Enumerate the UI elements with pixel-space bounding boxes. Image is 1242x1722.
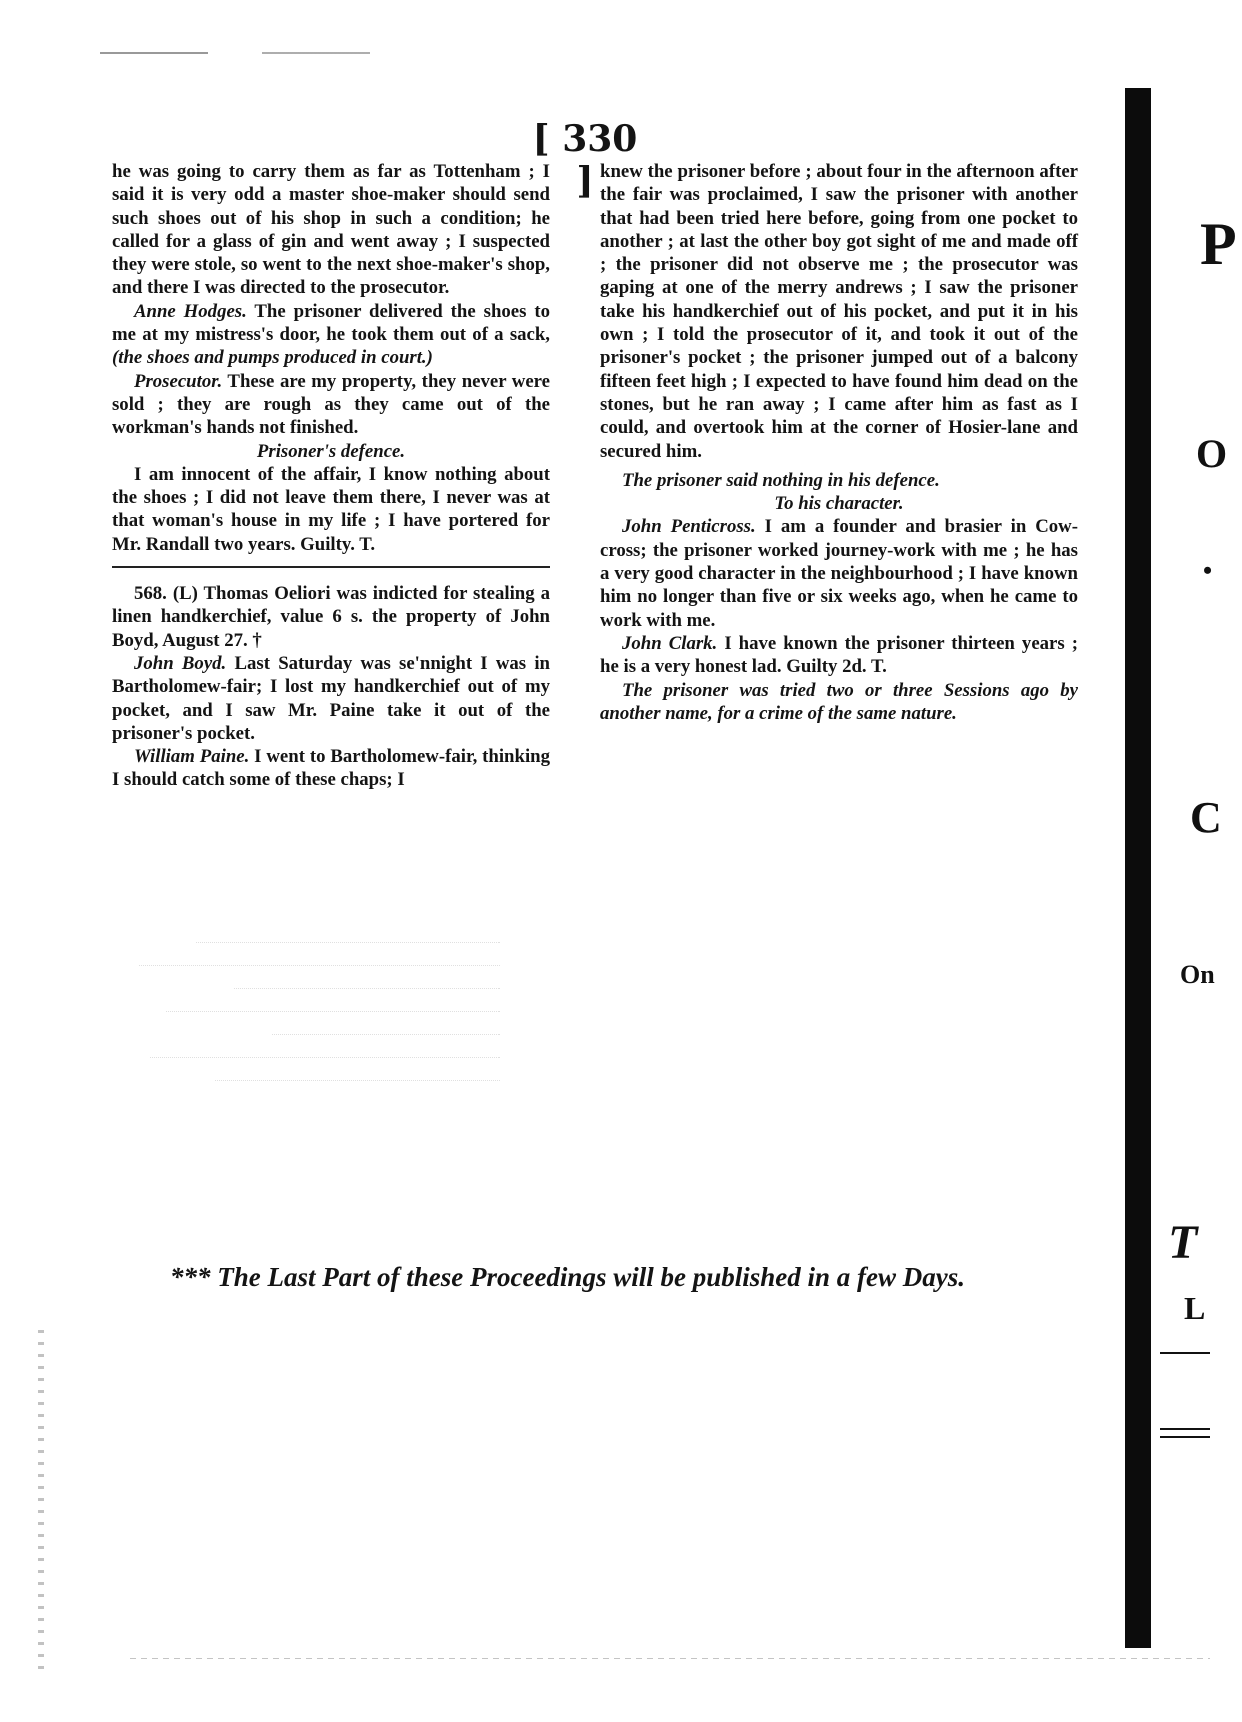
adjacent-page-letter: On [1180, 960, 1215, 989]
prisoner-statement-text: The prisoner said nothing in his defence. [622, 469, 940, 491]
speaker-name: John Penticross. [622, 516, 756, 538]
publication-notice: *** The Last Part of these Proceedings will be published in a few Days. [170, 1262, 965, 1292]
adjacent-page-rule [1160, 1352, 1210, 1354]
adjacent-page-mark: • [1203, 556, 1213, 585]
adjacent-page-rule [1160, 1428, 1210, 1430]
section-heading: Prisoner's defence. [256, 440, 406, 462]
closing-note [600, 679, 1078, 726]
testimony-text: I have known the prisoner thirteen years ; he is a very honest lad. Guilty 2d. T. [600, 632, 1078, 678]
adjacent-page-letter: L [1184, 1290, 1206, 1326]
book-spine-shadow [1125, 88, 1151, 1648]
bottom-edge-mark [130, 1658, 1210, 1659]
section-heading: To his character. [774, 493, 904, 515]
testimony-john-penticross [600, 515, 1078, 631]
speaker-name: John Clark. [622, 632, 718, 654]
testimony-text: I went to Bartholomew-fair, thinking I should catch some of these chaps; I [112, 746, 550, 791]
indictment-paragraph: 568. (L) Thomas Oeliori was indicted for stealing a linen handkerchief, value 6 s. the property of John Boyd, August 27. † [112, 583, 550, 651]
speaker-name: John Boyd. [134, 652, 227, 674]
adjacent-page-letter: O [1196, 431, 1228, 476]
speaker-name: Prosecutor. [134, 370, 223, 392]
testimony-william-paine [112, 745, 550, 792]
right-column [600, 160, 1078, 725]
bleed-through-area [120, 920, 500, 1081]
testimony-john-clark [600, 632, 1078, 679]
testimony-text: I am a founder and brasier in Cow-cross; the prisoner worked journey-work with me ; he has a very good character in the neighbourhood ; I have known him no longer than five or six weeks ago, when he came to work with me. [600, 516, 1079, 631]
adjacent-page-letter: P [1200, 211, 1237, 277]
adjacent-page-letter: T [1168, 1216, 1198, 1269]
prisoner-defence-text: I am innocent of the affair, I know nothing about the shoes ; I did not leave them there, I never was at that woman's house in my life ; I have portered for Mr. Randall two years. Guilty. T. [112, 463, 550, 555]
paragraph: he was going to carry them as far as Tottenham ; I said it is very odd a master shoe-maker should send such shoes out of his shop in such a condition; he called for a glass of gin and went away ; I suspected they were stole, so went to the next shoe-maker's shop, and there I was directed to the prosecutor. [112, 161, 550, 299]
speaker-name: William Paine. [134, 746, 250, 768]
adjacent-page-rule [1160, 1436, 1210, 1438]
testimony-text: Last Saturday was se'nnight I was in Bartholomew-fair; I lost my handkerchief out of my pocket, and I saw Mr. Paine take it out of the prisoner's pocket. [112, 652, 550, 744]
testimony-prosecutor [112, 370, 550, 440]
prisoner-statement [600, 469, 1078, 492]
margin-specks [38, 1330, 44, 1670]
top-edge-mark [100, 52, 1000, 54]
speaker-name: Anne Hodges. [134, 300, 247, 322]
paragraph: knew the prisoner before ; about four in the afternoon after the fair was proclaimed, I saw the prisoner with another that had been tried here before, going from one pocket to another ; at last the other boy got sight of me and made off ; the prisoner did not observe me ; the prosecutor was gaping at one of the merry andrews ; I saw the prisoner take his handkerchief out of his pocket, and put it in his own ; I told the prosecutor of it, and took it out of the prisoner's pocket ; the prisoner jumped out of a balcony fifteen feet high ; I expected to have found him dead on the stones, but he ran away ; I came after him as fast as I could, and overtook him at the corner of Hosier-lane and secured him. [600, 161, 1078, 462]
section-divider [112, 566, 550, 568]
testimony-john-boyd [112, 652, 550, 745]
court-note: (the shoes and pumps produced in court.) [112, 347, 433, 369]
adjacent-page-letter: C [1190, 793, 1222, 842]
left-column [112, 160, 550, 792]
testimony-text: The prisoner delivered the shoes to me at my mistress's door, he took them out of a sack, [112, 300, 551, 346]
page-number: [ 330 ] [532, 118, 638, 202]
testimony-anne-hodges [112, 300, 550, 370]
testimony-text: These are my property, they never were sold ; they are rough as they came out of the workman's hands not finished. [112, 370, 550, 439]
closing-note-text: The prisoner was tried two or three Sessions ago by another name, for a crime of the same nature. [600, 679, 1078, 724]
